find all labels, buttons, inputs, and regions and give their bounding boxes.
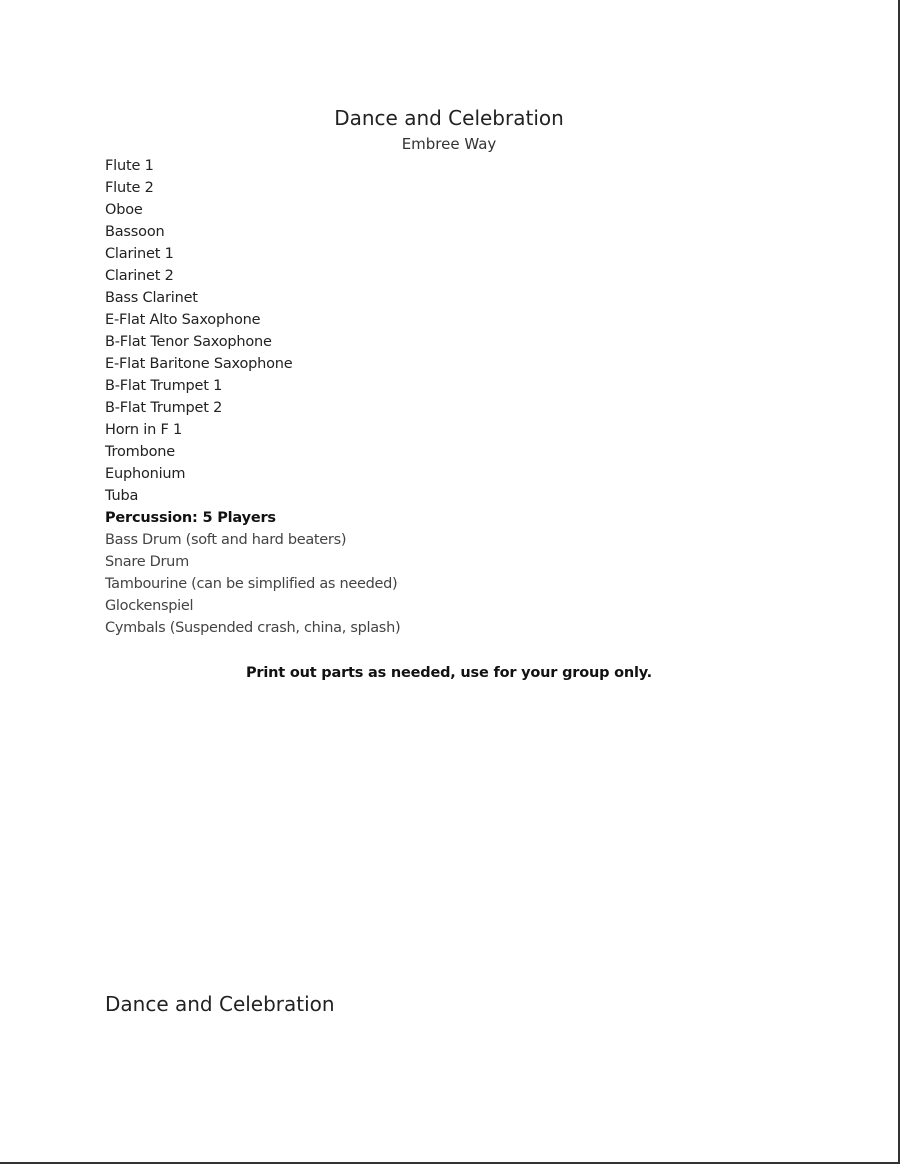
instrument-item: Bassoon [105,224,165,240]
instrument-item: B-Flat Trumpet 1 [105,378,223,394]
instrument-list [105,155,293,507]
percussion-item: Snare Drum [105,554,189,570]
instrument-item: Flute 1 [105,158,154,174]
page-title: Dance and Celebration [334,106,564,130]
percussion-item: Cymbals (Suspended crash, china, splash) [105,620,401,636]
instrument-item: Oboe [105,202,143,218]
percussion-item: Glockenspiel [105,598,194,614]
usage-note: Print out parts as needed, use for your group only. [245,665,652,681]
instrument-item: Flute 2 [105,180,154,196]
instrument-item: Euphonium [105,466,186,482]
footer-title: Dance and Celebration [105,992,335,1016]
instrument-item: E-Flat Baritone Saxophone [105,356,293,372]
instrument-item: Clarinet 1 [105,246,174,262]
instrument-item: Clarinet 2 [105,268,174,284]
instrument-item: Trombone [105,444,175,460]
instrument-item: B-Flat Tenor Saxophone [105,334,272,350]
percussion-item: Tambourine (can be simplified as needed) [105,576,398,592]
percussion-list [105,529,400,639]
composer-name: Embree Way [401,135,497,153]
percussion-heading: Percussion: 5 Players [105,510,276,526]
instrument-item: E-Flat Alto Saxophone [105,312,261,328]
instrument-item: Tuba [105,488,139,504]
instrument-item: Horn in F 1 [105,422,183,438]
percussion-item: Bass Drum (soft and hard beaters) [105,532,347,548]
instrument-item: Bass Clarinet [105,290,198,306]
instrument-item: B-Flat Trumpet 2 [105,400,223,416]
